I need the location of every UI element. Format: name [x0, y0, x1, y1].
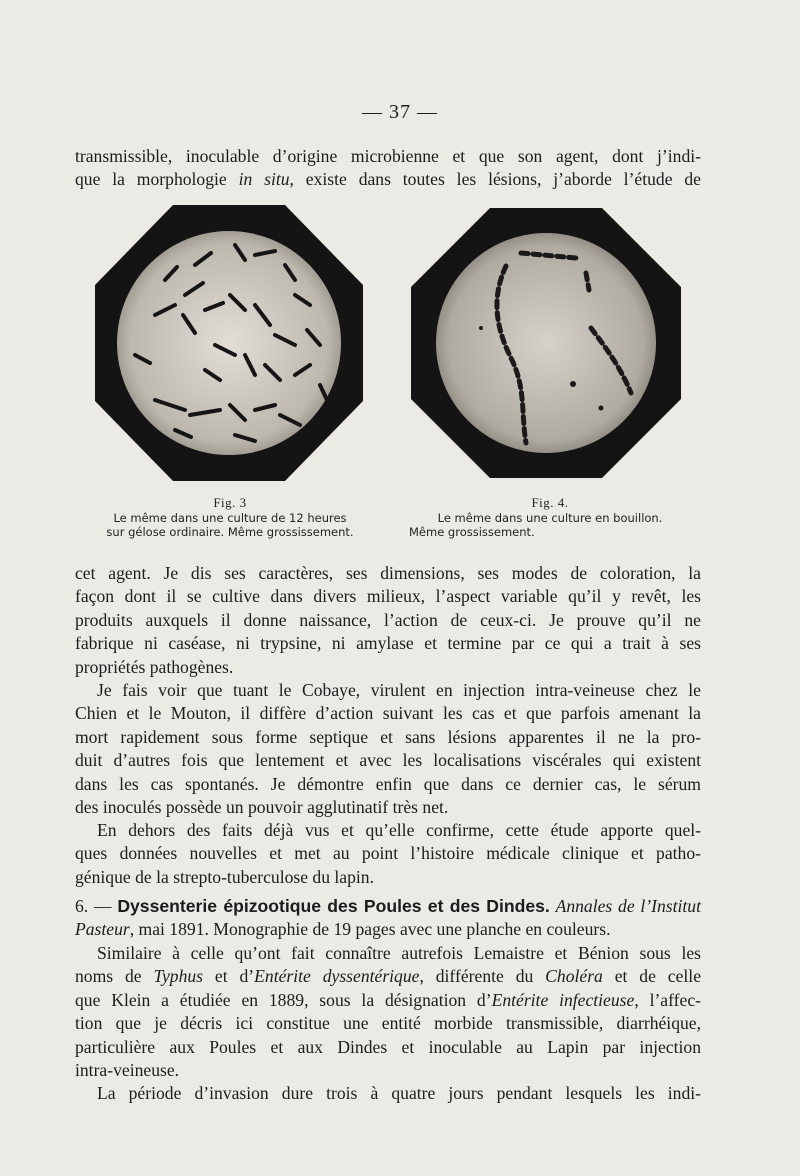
text-line: intra-veineuse.	[75, 1060, 180, 1081]
text-line: que Klein a étudiée en 1889, sous la désignation d’Entérite infectieuse, l’affec-	[75, 989, 701, 1010]
text-line: Chien et le Mouton, il diffère d’action suivant les cas et que parfois amenant la	[75, 703, 701, 724]
text-line: En dehors des faits déjà vus et qu’elle confirme, cette étude apporte quel-	[97, 820, 701, 840]
text-line: Similaire à celle qu’ont fait connaître autrefois Lemaistre et Bénion sous les	[97, 943, 701, 963]
paragraph	[75, 679, 701, 819]
text-line: cet agent. Je dis ses caractères, ses dimensions, ses modes de coloration, la	[75, 563, 701, 583]
text-line: génique de la strepto-tuberculose du lapin.	[75, 866, 374, 887]
paragraph	[75, 819, 701, 889]
text-line: tion que je décris ici constitue une entité morbide transmissible, diarrhéique,	[75, 1013, 701, 1034]
text-line: Je fais voir que tuant le Cobaye, virulent en injection intra-veineuse chez le	[97, 680, 701, 700]
paragraph	[75, 562, 701, 679]
text-line: dans les cas spontanés. Je démontre enfin que dans ce dernier cas, le sérum	[75, 773, 701, 794]
caption-line: Le même dans une culture en bouillon.	[437, 510, 663, 525]
figure-3-caption	[85, 496, 375, 540]
figure-4-micrograph	[411, 208, 681, 478]
text-line: façon dont il se cultive dans divers milieux, l’aspect variable qu’il y revêt, les	[75, 586, 701, 607]
text-line: fabrique ni caséase, ni trypsine, ni amylase et termine par ce qui a trait à ses	[75, 633, 701, 654]
paragraph	[75, 1082, 701, 1105]
text-line: particulière aux Poules et aux Dindes et inoculable au Lapin par injection	[75, 1036, 701, 1057]
caption-line: sur gélose ordinaire. Même grossissement.	[106, 525, 354, 539]
figure-3-label: Fig. 3	[213, 495, 247, 510]
text-line: des inoculés possède un pouvoir agglutinatif très net.	[75, 797, 449, 818]
text-line: duit d’autres fois que lentement et avec les localisations viscérales qui existent	[75, 750, 701, 771]
text-line: ques données nouvelles et met au point l’histoire médicale clinique et patho-	[75, 843, 701, 864]
text-line: produits auxquels il donne naissance, l’action de ceux-ci. Je prouve qu’il ne	[75, 609, 701, 630]
text-line: La période d’invasion dure trois à quatre jours pendant lesquels les indi-	[97, 1083, 701, 1103]
page-number: — 37 —	[362, 101, 438, 123]
text-line: mort rapidement sous forme septique et sans lésions apparentes il ne la pro-	[75, 726, 701, 747]
section-title: Dyssenterie épizootique des Poules et des Dindes.	[117, 896, 550, 916]
text-line: propriétés pathogènes.	[75, 656, 234, 677]
section-heading-line: 6. — Dyssenterie épizootique des Poules et des Dindes. Annales de l’Institut	[75, 896, 701, 916]
text-line: transmissible, inoculable d’origine microbienne et que son agent, dont j’indi-	[75, 146, 701, 166]
figure-3-micrograph	[95, 205, 363, 481]
text-line: noms de Typhus et d’Entérite dyssentérique, différente du Choléra et de celle	[75, 966, 702, 987]
figure-4-caption	[405, 496, 695, 540]
text-line: que la morphologie in situ, existe dans toutes les lésions, j’aborde l’étude de	[75, 169, 701, 190]
intro-paragraph	[75, 145, 701, 192]
figure-4-label: Fig. 4.	[531, 495, 569, 510]
section-heading-line: Pasteur, mai 1891. Monographie de 19 pages avec une planche en couleurs.	[75, 919, 611, 940]
section-6-heading	[75, 895, 701, 942]
caption-line: Même grossissement.	[409, 525, 535, 539]
paragraph	[75, 942, 701, 1082]
caption-line: Le même dans une culture de 12 heures	[113, 510, 347, 525]
